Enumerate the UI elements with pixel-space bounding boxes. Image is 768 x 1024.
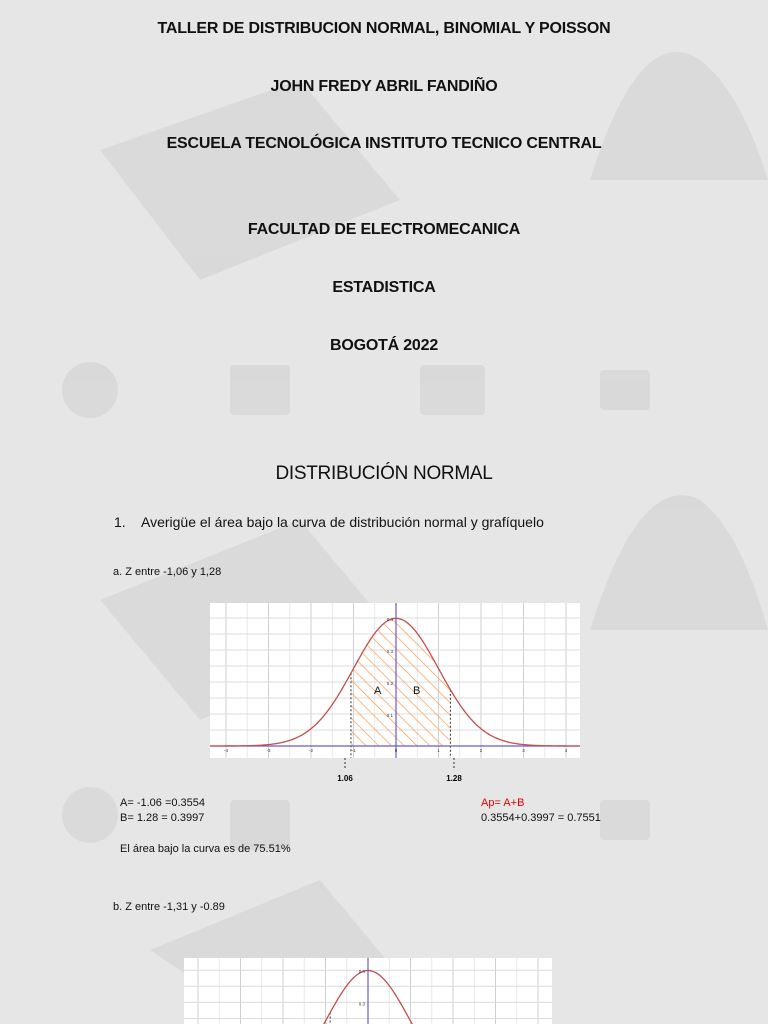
- region-label-a: A: [374, 685, 382, 697]
- document-title: TALLER DE DISTRIBUCION NORMAL, BINOMIAL Y POISSON: [157, 20, 611, 37]
- y-tick-label: 0.2: [386, 681, 393, 686]
- y-tick-label: 0.4: [358, 969, 365, 975]
- question-number: 1.: [114, 514, 126, 530]
- school-name: ESCUELA TECNOLÓGICA INSTITUTO TECNICO CENTRAL: [166, 135, 602, 152]
- section-title: DISTRIBUCIÓN NORMAL: [275, 463, 493, 484]
- x-tick-label: -1: [351, 748, 356, 753]
- lower-bound-label: 1.06: [337, 774, 353, 783]
- x-tick-label: 2: [479, 748, 483, 753]
- place-year: BOGOTÁ 2022: [329, 337, 439, 354]
- area-sum: 0.3554+0.3997 = 0.7551: [481, 812, 601, 824]
- subject-name: ESTADISTICA: [332, 279, 436, 296]
- normal-curve-graph-a: [210, 603, 580, 758]
- y-tick-label: 0.1: [386, 713, 393, 718]
- calc-b: B= 1.28 = 0.3997: [120, 812, 205, 824]
- x-tick-label: -4: [223, 748, 229, 753]
- x-tick-label: 4: [564, 748, 568, 753]
- calc-a: A= -1.06 =0.3554: [120, 797, 206, 809]
- upper-bound-label: 1.28: [446, 774, 462, 783]
- question-text: Averigüe el área bajo la curva de distribución normal y grafíquelo: [141, 514, 544, 530]
- region-label-b: B: [413, 685, 421, 697]
- y-tick-label: 0.4: [386, 617, 393, 622]
- y-tick-label: 0.3: [358, 1001, 365, 1007]
- x-tick-label: -3: [266, 748, 271, 753]
- normal-curve-graph-b: [184, 958, 552, 1024]
- area-conclusion: El área bajo la curva es de 75.51%: [120, 843, 291, 855]
- y-tick-label: 0.3: [386, 649, 393, 654]
- part-b-label: b. Z entre -1,31 y -0.89: [113, 901, 225, 913]
- part-a-label: a. Z entre -1,06 y 1,28: [113, 566, 222, 578]
- x-tick-label: 0: [394, 748, 398, 753]
- area-formula: Ap= A+B: [481, 797, 525, 809]
- x-tick-label: 1: [437, 748, 440, 753]
- x-tick-label: 3: [522, 748, 525, 753]
- x-tick-label: -2: [308, 748, 314, 753]
- author-name: JOHN FREDY ABRIL FANDIÑO: [270, 78, 498, 95]
- faculty-name: FACULTAD DE ELECTROMECANICA: [247, 221, 521, 238]
- question-1: [114, 514, 544, 530]
- bound-markers-a: [330, 758, 470, 788]
